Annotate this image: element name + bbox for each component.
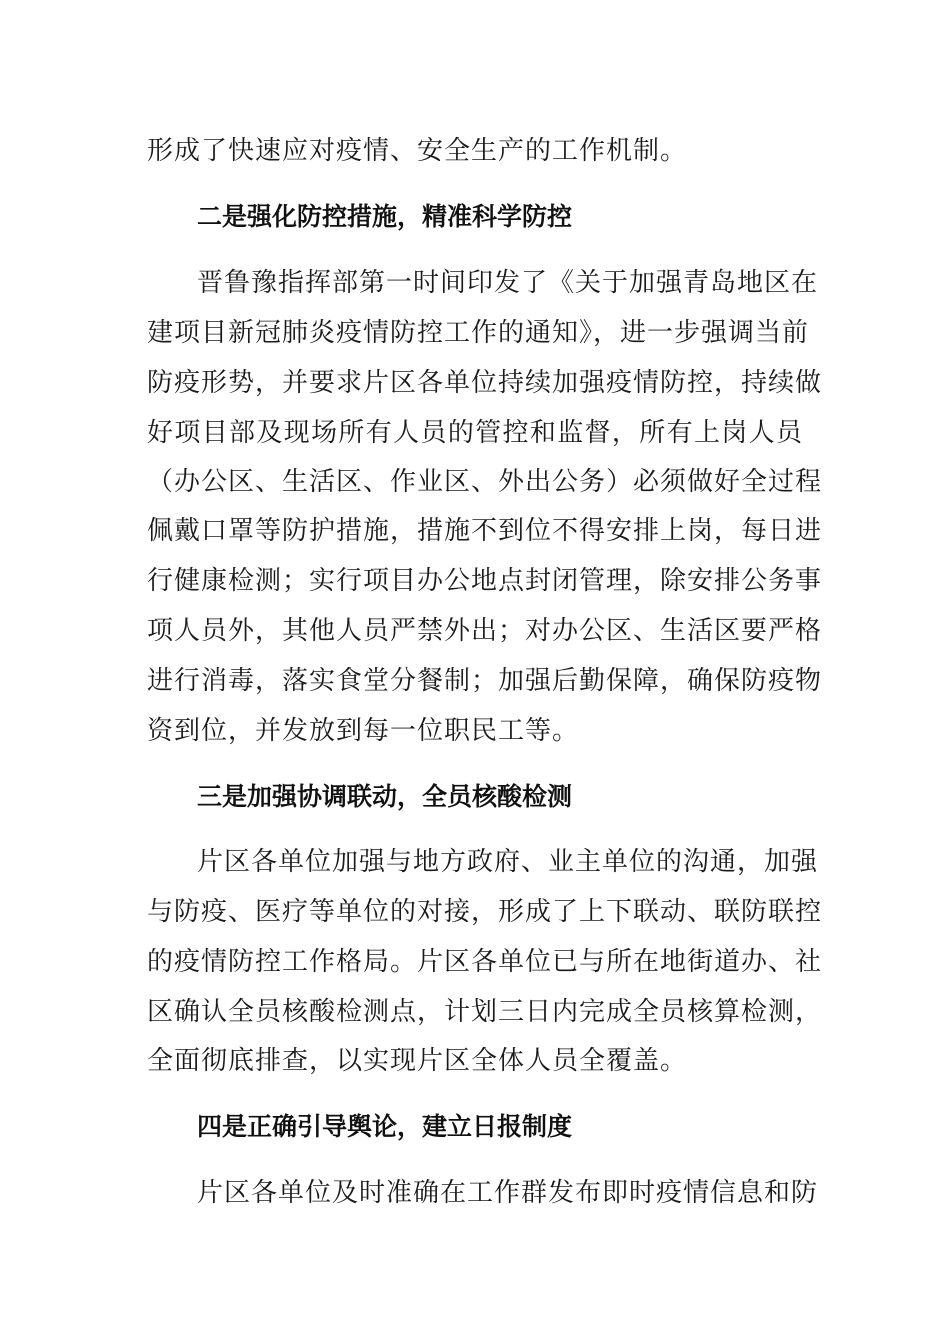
paragraph-line: 防疫形势，并要求片区各单位持续加强疫情防控，持续做 — [147, 368, 823, 398]
paragraph-line: 项人员外，其他人员严禁外出；对办公区、生活区要严格 — [147, 616, 823, 646]
section-heading: 二是强化防控措施，精准科学防控 — [197, 202, 573, 231]
paragraph-line: 进行消毒，落实食堂分餐制；加强后勤保障，确保防疫物 — [147, 666, 823, 696]
paragraph-line: （办公区、生活区、作业区、外出公务）必须做好全过程 — [147, 467, 823, 497]
section-heading: 四是正确引导舆论，建立日报制度 — [197, 1112, 573, 1141]
paragraph-line: 佩戴口罩等防护措施，措施不到位不得安排上岗，每日进 — [147, 516, 823, 546]
paragraph-line: 区确认全员核酸检测点，计划三日内完成全员核算检测， — [147, 997, 823, 1027]
paragraph-line: 建项目新冠肺炎疫情防控工作的通知》，进一步强调当前 — [147, 318, 810, 348]
paragraph-line: 与防疫、医疗等单位的对接，形成了上下联动、联防联控 — [147, 897, 823, 927]
paragraph-line: 全面彻底排查，以实现片区全体人员全覆盖。 — [147, 1046, 688, 1076]
paragraph-line: 行健康检测；实行项目办公地点封闭管理，除安排公务事 — [147, 566, 823, 596]
paragraph-line: 的疫情防控工作格局。片区各单位已与所在地街道办、社 — [147, 947, 823, 977]
paragraph-line: 形成了快速应对疫情、安全生产的工作机制。 — [147, 136, 688, 166]
paragraph-line: 片区各单位及时准确在工作群发布即时疫情信息和防 — [197, 1178, 819, 1208]
paragraph-line: 片区各单位加强与地方政府、业主单位的沟通，加强 — [197, 847, 819, 877]
section-heading: 三是加强协调联动，全员核酸检测 — [197, 782, 573, 811]
paragraph-line: 好项目部及现场所有人员的管控和监督，所有上岗人员 — [147, 418, 803, 448]
paragraph-line: 晋鲁豫指挥部第一时间印发了《关于加强青岛地区在 — [197, 268, 819, 298]
paragraph-line: 资到位，并发放到每一位职民工等。 — [147, 716, 580, 746]
